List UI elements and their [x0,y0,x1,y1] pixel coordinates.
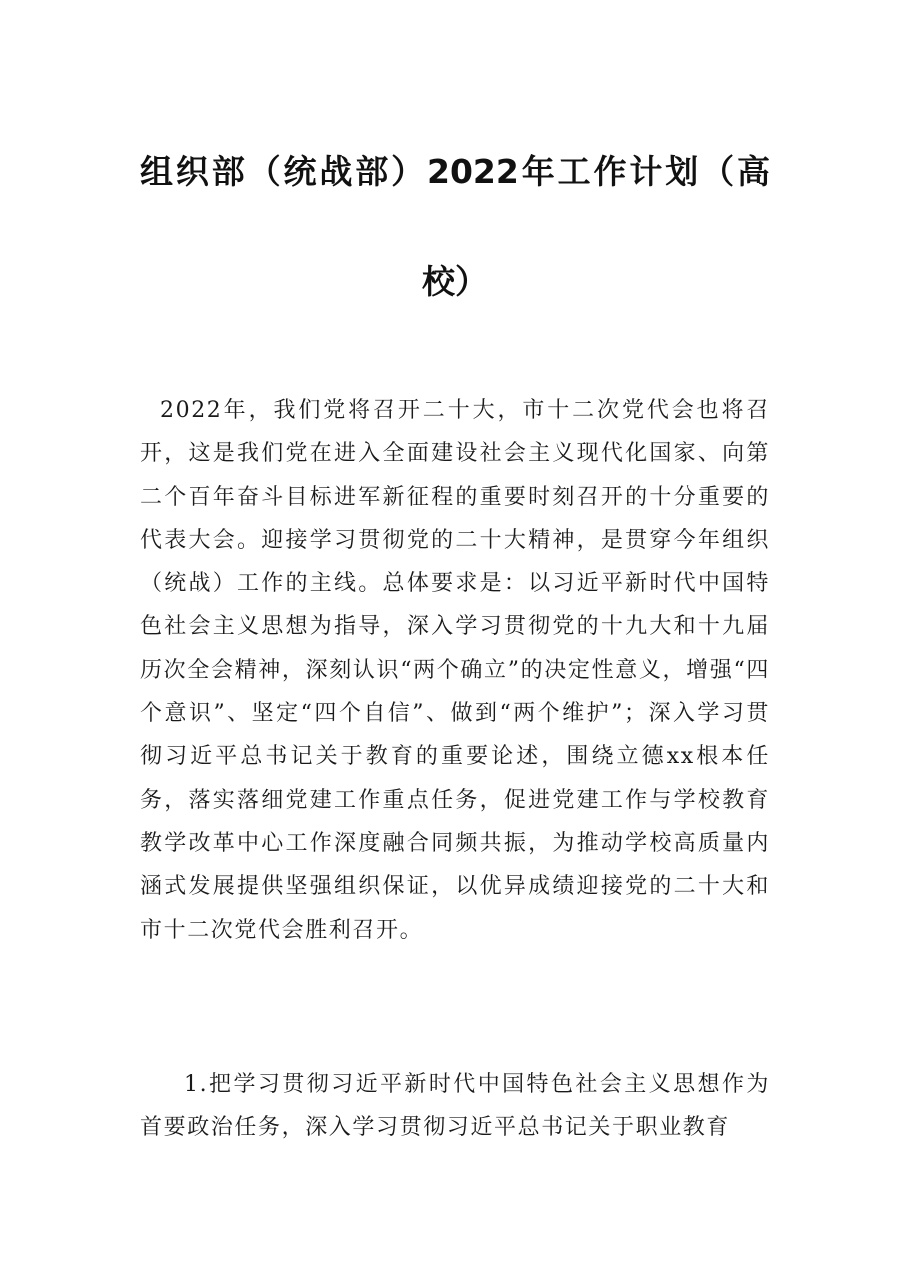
document-title-line-1: 组织部（统战部）2022年工作计划（高 [140,152,770,191]
body-paragraph-item-1: 1.把学习贯彻习近平新时代中国特色社会主义思想作为首要政治任务，深入学习贯彻习近平总书记关于职业教育 [140,1072,770,1141]
document-title-line-2: 校） [422,262,488,301]
body-paragraph-intro: 2022年，我们党将召开二十大，市十二次党代会也将召开，这是我们党在进入全面建设社会主义现代化国家、向第二个百年奋斗目标进军新征程的重要时刻召开的十分重要的代表大会。迎接学习贯彻党的二十大精神，是贯穿今年组织（统战）工作的主线。总体要求是：以习近平新时代中国特色社会主义思想为指导，深入学习贯彻党的十九大和十九届历次全会精神，深刻认识“两个确立”的决定性意义，增强“四个意识”、坚定“四个自信”、做到“两个维护”；深入学习贯彻习近平总书记关于教育的重要论述，围绕立德xx根本任务，落实落细党建工作重点任务，促进党建工作与学校教育教学改革中心工作深度融合同频共振，为推动学校高质量内涵式发展提供坚强组织保证，以优异成绩迎接党的二十大和市十二次党代会胜利召开。 [140,398,770,943]
